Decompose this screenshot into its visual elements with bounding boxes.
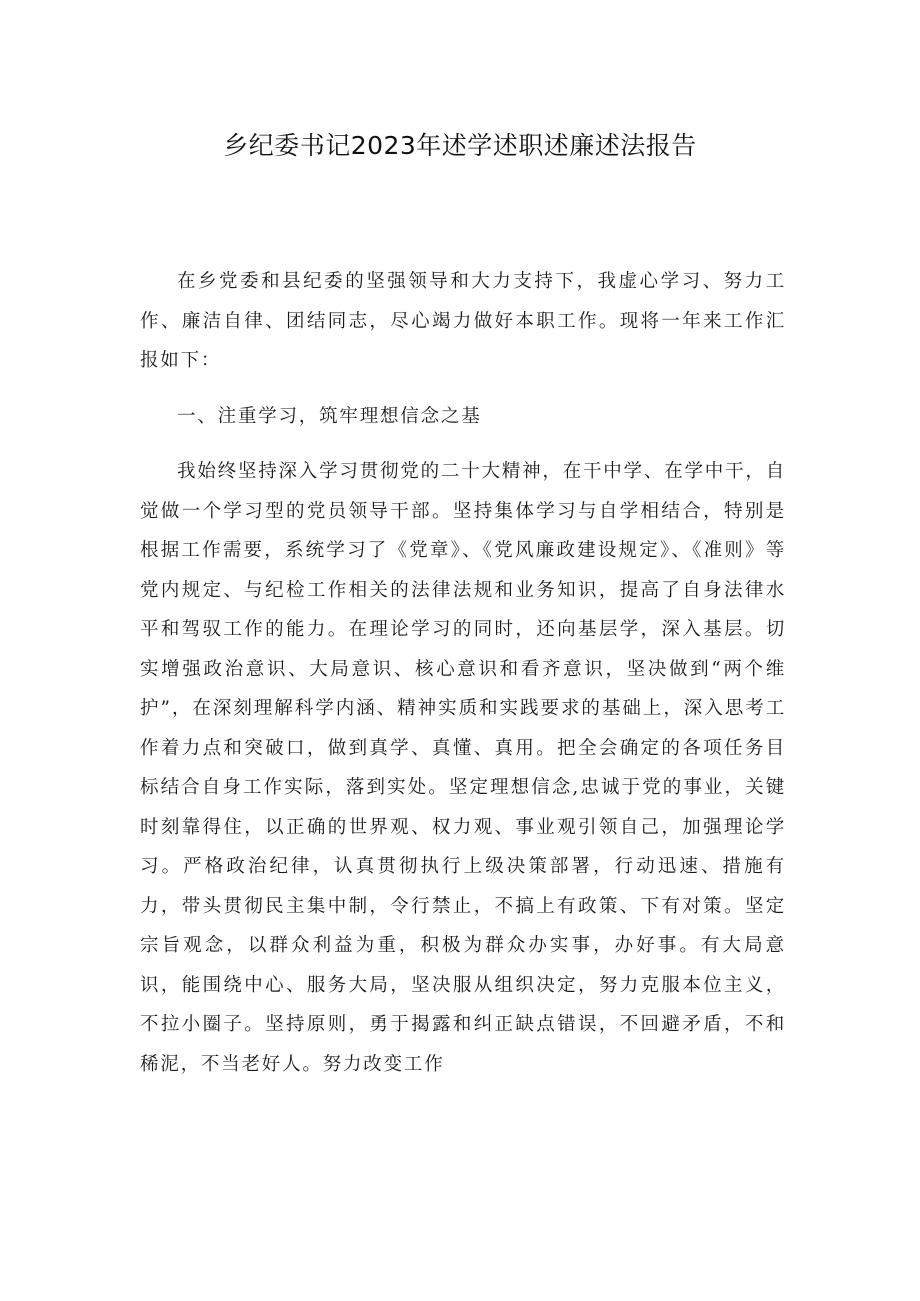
intro-paragraph: 在乡党委和县纪委的坚强领导和大力支持下，我虚心学习、努力工作、廉洁自律、团结同志，尽心竭力做好本职工作。现将一年来工作汇报如下： xyxy=(140,271,786,371)
document-title: 乡纪委书记2023年述学述职述廉述法报告 xyxy=(223,131,697,160)
section-heading: 一、注重学习，筑牢理想信念之基 xyxy=(177,405,482,427)
document-body xyxy=(140,262,786,1084)
body-paragraph: 我始终坚持深入学习贯彻党的二十大精神，在干中学、在学中干，自觉做一个学习型的党员领导干部。坚持集体学习与自学相结合，特别是根据工作需要，系统学习了《党章》、《党风廉政建设规定》、《准则》等党内规定、与纪检工作相关的法律法规和业务知识，提高了自身法律水平和驾驭工作的能力。在理论学习的同时，还向基层学，深入基层。切实增强政治意识、大局意识、核心意识和看齐意识，坚决做到“两个维护”，在深刻理解科学内涵、精神实质和实践要求的基础上，深入思考工作着力点和突破口，做到真学、真懂、真用。把全会确定的各项任务目标结合自身工作实际，落到实处。坚定理想信念,忠诚于党的事业，关键时刻靠得住，以正确的世界观、权力观、事业观引领自己，加强理论学习。严格政治纪律，认真贯彻执行上级决策部署，行动迅速、措施有力，带头贯彻民主集中制，令行禁止，不搞上有政策、下有对策。坚定宗旨观念，以群众利益为重，积极为群众办实事，办好事。有大局意识，能围绕中心、服务大局，坚决服从组织决定，努力克服本位主义，不拉小圈子。坚持原则，勇于揭露和纠正缺点错误，不回避矛盾，不和稀泥，不当老好人。努力改变工作 xyxy=(140,461,787,1075)
